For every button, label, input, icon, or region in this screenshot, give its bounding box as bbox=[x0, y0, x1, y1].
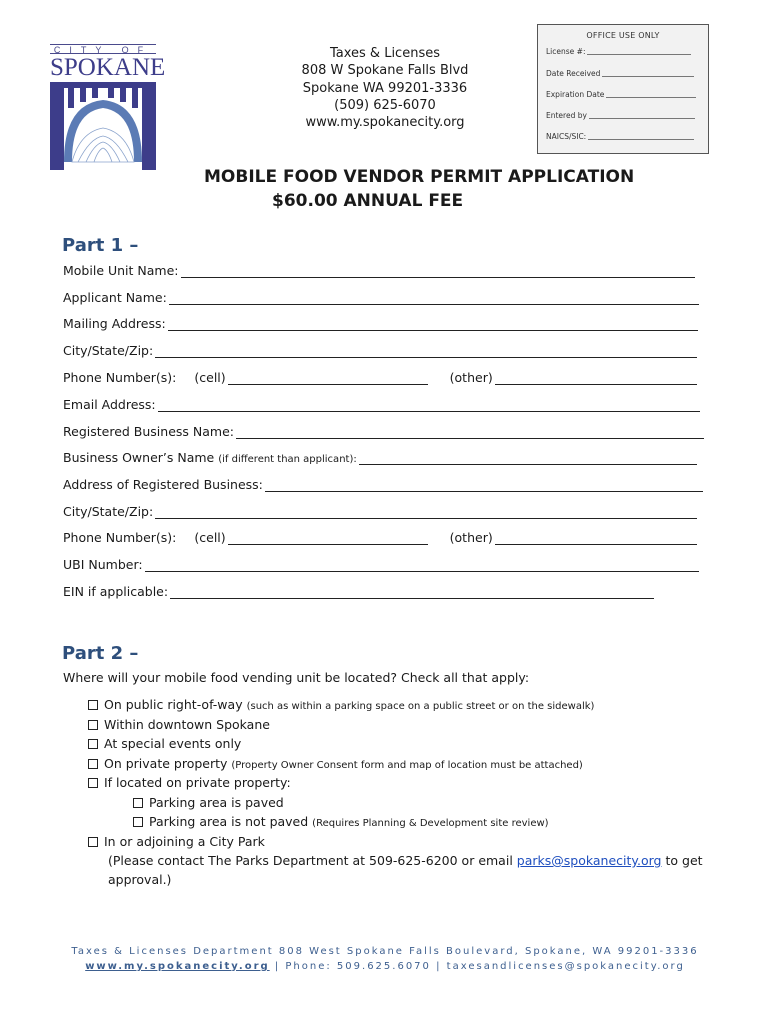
office-use-title: OFFICE USE ONLY bbox=[586, 31, 660, 40]
city-state-zip: Spokane WA 99201-3336 bbox=[302, 80, 468, 96]
city-state-zip-input[interactable] bbox=[155, 344, 697, 358]
option-private-row bbox=[88, 754, 583, 775]
office-naics-label: NAICS/SIC: bbox=[546, 132, 587, 141]
option-not-paved-label: Parking area is not paved bbox=[149, 814, 309, 829]
office-date-received-line[interactable] bbox=[602, 69, 694, 77]
parks-contact-text: (Please contact The Parks Department at 509-625-6200 or email bbox=[108, 853, 513, 868]
option-paved-checkbox[interactable] bbox=[133, 798, 143, 808]
option-paved-label: Parking area is paved bbox=[149, 795, 284, 810]
footer-website-link[interactable]: www.my.spokanecity.org bbox=[85, 961, 270, 972]
registered-business-address-input[interactable] bbox=[265, 478, 703, 492]
mobile-unit-name-input[interactable] bbox=[181, 264, 695, 278]
business-city-state-zip-label: City/State/Zip: bbox=[63, 504, 154, 519]
registered-business-name-label: Registered Business Name: bbox=[63, 424, 234, 439]
office-use-box bbox=[537, 24, 709, 154]
option-public-row bbox=[88, 695, 594, 716]
option-city-park-checkbox[interactable] bbox=[88, 837, 98, 847]
applicant-name-field bbox=[63, 288, 699, 305]
office-date-received-label: Date Received bbox=[546, 69, 601, 78]
business-phone-numbers-label: Phone Number(s): bbox=[63, 530, 177, 545]
option-city-park-label: In or adjoining a City Park bbox=[104, 834, 265, 849]
footer-phone: Phone: 509.625.6070 bbox=[285, 961, 431, 972]
business-phone-other-label: (other) bbox=[449, 530, 493, 545]
option-downtown-label: Within downtown Spokane bbox=[104, 717, 270, 732]
form-fee: $60.00 ANNUAL FEE bbox=[272, 191, 464, 211]
option-special-events-label: At special events only bbox=[104, 736, 242, 751]
option-special-events-checkbox[interactable] bbox=[88, 739, 98, 749]
website-url: www.my.spokanecity.org bbox=[305, 115, 465, 131]
parks-contact-line2: approval.) bbox=[108, 872, 172, 887]
office-address-block bbox=[290, 45, 480, 131]
registered-business-name-field bbox=[63, 422, 704, 439]
mailing-address-input[interactable] bbox=[168, 317, 698, 331]
applicant-name-input[interactable] bbox=[169, 291, 699, 305]
registered-business-name-input[interactable] bbox=[236, 425, 704, 439]
office-expiration-line[interactable] bbox=[606, 90, 696, 98]
logo-top-text: CITY OF bbox=[50, 44, 156, 54]
mailing-address-label: Mailing Address: bbox=[63, 316, 166, 331]
option-public-label: On public right-of-way bbox=[104, 697, 243, 712]
phone-numbers-field bbox=[63, 368, 697, 385]
office-expiration-label: Expiration Date bbox=[546, 90, 605, 99]
option-private-note: (Property Owner Consent form and map of location must be attached) bbox=[231, 760, 583, 771]
option-not-paved-row bbox=[133, 812, 549, 833]
phone-other-input[interactable] bbox=[495, 371, 697, 385]
office-license-label: License #: bbox=[546, 47, 586, 56]
office-entered-by-label: Entered by bbox=[546, 111, 587, 120]
email-address-input[interactable] bbox=[158, 398, 700, 412]
option-paved-row bbox=[133, 793, 284, 812]
option-if-private-row bbox=[88, 773, 291, 792]
ubi-number-field bbox=[63, 555, 699, 572]
option-public-checkbox[interactable] bbox=[88, 700, 98, 710]
dept-name: Taxes & Licenses bbox=[329, 46, 440, 61]
registered-business-address-label: Address of Registered Business: bbox=[63, 477, 263, 492]
location-question: Where will your mobile food vending unit be located? Check all that apply: bbox=[63, 670, 530, 685]
office-license-line[interactable] bbox=[587, 47, 691, 55]
business-owner-name-field bbox=[63, 448, 697, 465]
office-naics-line[interactable] bbox=[588, 132, 694, 140]
bridge-icon bbox=[50, 82, 156, 170]
office-entered-by-row bbox=[546, 111, 695, 120]
option-private-label: On private property bbox=[104, 756, 228, 771]
email-address-label: Email Address: bbox=[63, 397, 156, 412]
footer-separator-2: | bbox=[436, 961, 442, 972]
office-license-row bbox=[546, 47, 691, 56]
applicant-name-label: Applicant Name: bbox=[63, 290, 167, 305]
office-expiration-row bbox=[546, 90, 696, 99]
business-owner-name-label: Business Owner’s Name bbox=[63, 450, 215, 465]
option-downtown-row bbox=[88, 715, 270, 734]
phone-other-label: (other) bbox=[449, 370, 493, 385]
footer-address: Taxes & Licenses Department 808 West Spokane Falls Boulevard, Spokane, WA 99201-3336 bbox=[71, 946, 699, 957]
city-state-zip-field bbox=[63, 341, 697, 358]
option-if-private-label: If located on private property: bbox=[104, 775, 291, 790]
city-of-spokane-logo bbox=[50, 44, 166, 170]
city-state-zip-label: City/State/Zip: bbox=[63, 343, 154, 358]
parks-email-link[interactable]: parks@spokanecity.org bbox=[516, 853, 662, 868]
business-phone-cell-label: (cell) bbox=[194, 530, 226, 545]
business-phone-cell-input[interactable] bbox=[228, 531, 428, 545]
ein-label: EIN if applicable: bbox=[63, 584, 169, 599]
option-city-park-row bbox=[88, 832, 265, 851]
option-private-checkbox[interactable] bbox=[88, 759, 98, 769]
form-title: MOBILE FOOD VENDOR PERMIT APPLICATION bbox=[204, 167, 635, 187]
office-naics-row bbox=[546, 132, 694, 141]
email-address-field bbox=[63, 395, 700, 412]
phone-number: (509) 625-6070 bbox=[334, 97, 436, 113]
ubi-number-input[interactable] bbox=[145, 558, 699, 572]
option-not-paved-checkbox[interactable] bbox=[133, 817, 143, 827]
logo-wordmark: SPOKANE bbox=[50, 54, 166, 81]
mobile-unit-name-label: Mobile Unit Name: bbox=[63, 263, 179, 278]
option-public-note: (such as within a parking space on a public street or on the sidewalk) bbox=[246, 701, 595, 712]
business-owner-name-input[interactable] bbox=[359, 451, 697, 465]
footer-contact bbox=[0, 961, 770, 972]
business-phone-other-input[interactable] bbox=[495, 531, 697, 545]
mobile-unit-name-field bbox=[63, 261, 695, 278]
business-city-state-zip-input[interactable] bbox=[155, 505, 697, 519]
street-address: 808 W Spokane Falls Blvd bbox=[301, 63, 469, 79]
option-not-paved-note: (Requires Planning & Development site review) bbox=[312, 818, 549, 829]
business-city-state-zip-field bbox=[63, 502, 697, 519]
business-owner-name-note: (if different than applicant): bbox=[218, 454, 357, 465]
phone-cell-label: (cell) bbox=[194, 370, 226, 385]
option-downtown-checkbox[interactable] bbox=[88, 720, 98, 730]
ein-input[interactable] bbox=[170, 585, 654, 599]
office-entered-by-line[interactable] bbox=[589, 111, 695, 119]
option-special-events-row bbox=[88, 734, 241, 753]
mailing-address-field bbox=[63, 314, 698, 331]
phone-numbers-label: Phone Number(s): bbox=[63, 370, 177, 385]
footer-email: taxesandlicenses@spokanecity.org bbox=[446, 961, 685, 972]
ein-field bbox=[63, 582, 654, 599]
part1-heading: Part 1 – bbox=[62, 235, 139, 256]
registered-business-address-field bbox=[63, 475, 703, 492]
parks-contact-tail: to get bbox=[665, 853, 703, 868]
option-if-private-checkbox[interactable] bbox=[88, 778, 98, 788]
footer-separator-1: | bbox=[274, 961, 281, 972]
office-date-received-row bbox=[546, 69, 694, 78]
phone-cell-input[interactable] bbox=[228, 371, 428, 385]
part2-heading: Part 2 – bbox=[62, 643, 139, 664]
parks-contact-paragraph bbox=[108, 851, 708, 870]
business-phone-numbers-field bbox=[63, 528, 697, 545]
ubi-number-label: UBI Number: bbox=[63, 557, 143, 572]
